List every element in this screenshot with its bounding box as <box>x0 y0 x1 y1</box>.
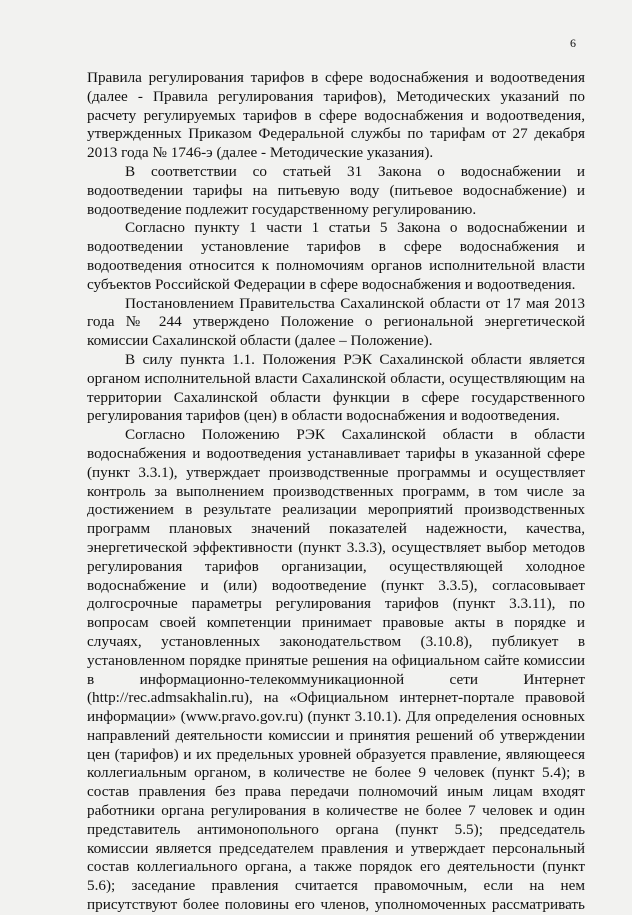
paragraph-point-1-1: В силу пункта 1.1. Положения РЭК Сахалинской области является органом исполнительной власти Сахалинской области, осуществляющим на территории Сахалинской области функции в сфере государственного регулирования тарифов (цен) в области водоснабжения и водоотведения. <box>87 350 585 425</box>
paragraph-continuation: Правила регулирования тарифов в сфере водоснабжения и водоотведения (далее - Правила регулирования тарифов), Методических указаний по расчету регулируемых тарифов в сфере водоснабжения и водоотведения, утвержденных Приказом Федеральной службы по тарифам от 27 декабря 2013 года № 1746-э (далее - Методические указания). <box>87 69 585 162</box>
paragraph-article-31: В соответствии со статьей 31 Закона о водоснабжении и водоотведении тарифы на питьевую воду (питьевое водоснабжение) и водоотведение подлежит государственному регулированию. <box>87 162 585 218</box>
paragraph-government-resolution: Постановлением Правительства Сахалинской области от 17 мая 2013 года № 244 утверждено Положение о региональной энергетической комиссии Сахалинской области (далее – Положение). <box>87 294 585 350</box>
document-body <box>87 69 585 915</box>
paragraph-article-5: Согласно пункту 1 части 1 статьи 5 Закона о водоснабжении и водоотведении установление тарифов в сфере водоснабжения и водоотведения относится к полномочиям органов исполнительной власти субъектов Российской Федерации в сфере водоснабжения и водоотведения. <box>87 219 585 293</box>
page-number: 6 <box>570 36 576 50</box>
paragraph-commission-powers: Согласно Положению РЭК Сахалинской области в области водоснабжения и водоотведения устанавливает тарифы в указанной сфере (пункт 3.3.1), утверждает производственные программы и осуществляет контроль за выполнением производственных программ, в том числе за достижением в результате реализации мероприятий производственных программ плановых значений показателей надежности, качества, энергетической эффективности (пункт 3.3.3), осуществляет выбор методов регулирования тарифов организации, осуществляющей холодное водоснабжение и (или) водоотведение (пункт 3.3.5), согласовывает долгосрочные параметры регулирования тарифов (пункт 3.3.11), по вопросам своей компетенции принимает правовые акты в порядке и случаях, установленных законодательством (3.10.8), публикует в установленном порядке принятые решения на официальном сайте комиссии в информационно-телекоммуникационной сети Интернет (http://rec.admsakhalin.ru), на «Официальном интернет-портале правовой информации» (www.pravo.gov.ru) (пункт 3.10.1). Для определения основных направлений деятельности комиссии и принятия решений об утверждении цен (тарифов) и их предельных уровней образуется правление, являющееся коллегиальным органом, в количестве не более 9 человек (пункт 5.4); в состав правления без права передачи полномочий иным лицам входят работники органа регулирования в количестве не более 7 человек и один представитель антимонопольного органа (пункт 5.5); председатель комиссии является председателем правления и утверждает персональный состав коллегиального органа, а также порядок его деятельности (пункт 5.6); заседание правления считается правомочным, если на нем присутствуют более половины его членов, уполномоченных рассматривать <box>87 426 585 914</box>
